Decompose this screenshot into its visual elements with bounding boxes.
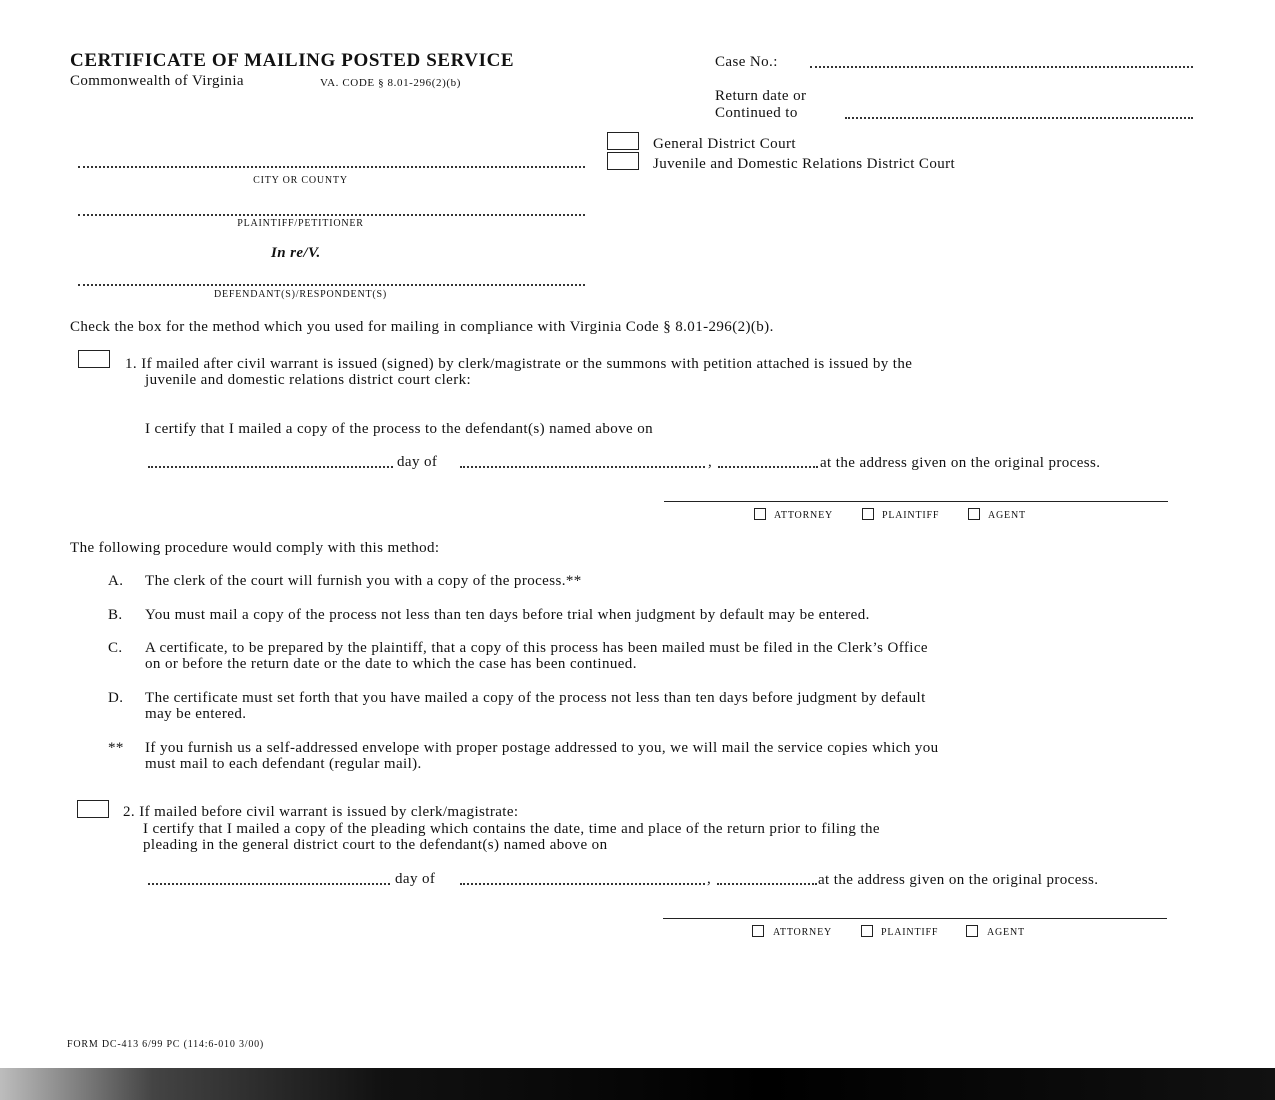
scan-edge-band xyxy=(0,1068,1275,1100)
option2-month-field[interactable] xyxy=(460,883,705,885)
jurisdiction: Commonwealth of Virginia xyxy=(70,73,244,89)
form-title: CERTIFICATE OF MAILING POSTED SERVICE xyxy=(70,50,515,71)
procedure-text: You must mail a copy of the process not less than ten days before trial when judgment by default may be entered. xyxy=(145,607,870,623)
in-re-label: In re/V. xyxy=(271,245,321,261)
option1-month-field[interactable] xyxy=(460,466,705,468)
option2-checkbox[interactable] xyxy=(77,800,109,818)
option2-agent-label: AGENT xyxy=(987,927,1025,938)
procedure-intro: The following procedure would comply with this method: xyxy=(70,540,440,556)
procedure-text: must mail to each defendant (regular mail). xyxy=(145,756,422,772)
option2-plaintiff-checkbox[interactable] xyxy=(861,925,873,937)
instruction-text: Check the box for the method which you used for mailing in compliance with Virginia Code § 8.01-296(2)(b). xyxy=(70,319,774,335)
option1-day-field[interactable] xyxy=(148,466,393,468)
option2-day-of-label: day of xyxy=(395,871,436,887)
option1-agent-checkbox[interactable] xyxy=(968,508,980,520)
option2-line2: I certify that I mailed a copy of the pleading which contains the date, time and place of the return prior to filing the xyxy=(143,821,880,837)
jdr-court-checkbox[interactable] xyxy=(607,152,639,170)
case-number-field[interactable] xyxy=(810,66,1193,68)
option1-plaintiff-label: PLAINTIFF xyxy=(882,510,940,521)
procedure-text: may be entered. xyxy=(145,706,247,722)
option1-year-field[interactable] xyxy=(718,466,818,468)
city-county-field[interactable] xyxy=(78,166,585,168)
option2-line1: 2. If mailed before civil warrant is issued by clerk/magistrate: xyxy=(123,804,519,820)
option2-attorney-checkbox[interactable] xyxy=(752,925,764,937)
procedure-text: The certificate must set forth that you have mailed a copy of the process not less than ten days before judgment by default xyxy=(145,690,926,706)
option2-agent-checkbox[interactable] xyxy=(966,925,978,937)
option1-comma: , xyxy=(708,454,713,470)
general-district-court-label: General District Court xyxy=(653,136,796,152)
option1-agent-label: AGENT xyxy=(988,510,1026,521)
option2-address-text: at the address given on the original process. xyxy=(818,872,1099,888)
certify1-text: I certify that I mailed a copy of the process to the defendant(s) named above on xyxy=(145,421,654,437)
city-county-label: CITY OR COUNTY xyxy=(253,175,348,186)
case-number-label: Case No.: xyxy=(715,54,778,70)
option1-address-text: at the address given on the original process. xyxy=(820,455,1101,471)
continued-to-label: Continued to xyxy=(715,105,798,121)
procedure-marker: D. xyxy=(108,690,124,706)
defendant-field[interactable] xyxy=(78,284,585,286)
option1-line1: 1. If mailed after civil warrant is issued (signed) by clerk/magistrate or the summons with petition attached is issued by the xyxy=(125,356,913,372)
code-reference: VA. CODE § 8.01-296(2)(b) xyxy=(320,77,461,89)
procedure-text: The clerk of the court will furnish you with a copy of the process.** xyxy=(145,573,582,589)
option2-comma: , xyxy=(707,871,712,887)
procedure-text: If you furnish us a self-addressed envelope with proper postage addressed to you, we will mail the service copies which you xyxy=(145,740,939,756)
option2-year-field[interactable] xyxy=(717,883,817,885)
option1-line2: juvenile and domestic relations district court clerk: xyxy=(145,372,472,388)
option2-signature-line[interactable] xyxy=(663,918,1167,919)
form-number: FORM DC-413 6/99 PC (114:6-010 3/00) xyxy=(67,1039,265,1050)
procedure-marker: A. xyxy=(108,573,124,589)
option2-line3: pleading in the general district court to the defendant(s) named above on xyxy=(143,837,608,853)
option1-attorney-label: ATTORNEY xyxy=(774,510,833,521)
option1-plaintiff-checkbox[interactable] xyxy=(862,508,874,520)
option2-plaintiff-label: PLAINTIFF xyxy=(881,927,939,938)
plaintiff-field[interactable] xyxy=(78,214,585,216)
option1-checkbox[interactable] xyxy=(78,350,110,368)
defendant-label: DEFENDANT(S)/RESPONDENT(S) xyxy=(213,289,388,300)
procedure-marker: C. xyxy=(108,640,123,656)
option1-day-of-label: day of xyxy=(397,454,438,470)
option2-day-field[interactable] xyxy=(148,883,390,885)
return-date-field[interactable] xyxy=(845,117,1193,119)
plaintiff-label: PLAINTIFF/PETITIONER xyxy=(237,218,364,229)
procedure-text: on or before the return date or the date to which the case has been continued. xyxy=(145,656,637,672)
procedure-text: A certificate, to be prepared by the plaintiff, that a copy of this process has been mailed must be filed in the Clerk’s Office xyxy=(145,640,928,656)
option2-attorney-label: ATTORNEY xyxy=(773,927,832,938)
return-date-label: Return date or xyxy=(715,88,807,104)
jdr-court-label: Juvenile and Domestic Relations District Court xyxy=(653,156,956,172)
procedure-marker: ** xyxy=(108,740,124,756)
procedure-marker: B. xyxy=(108,607,123,623)
option1-signature-line[interactable] xyxy=(664,501,1168,502)
general-district-court-checkbox[interactable] xyxy=(607,132,639,150)
option1-attorney-checkbox[interactable] xyxy=(754,508,766,520)
